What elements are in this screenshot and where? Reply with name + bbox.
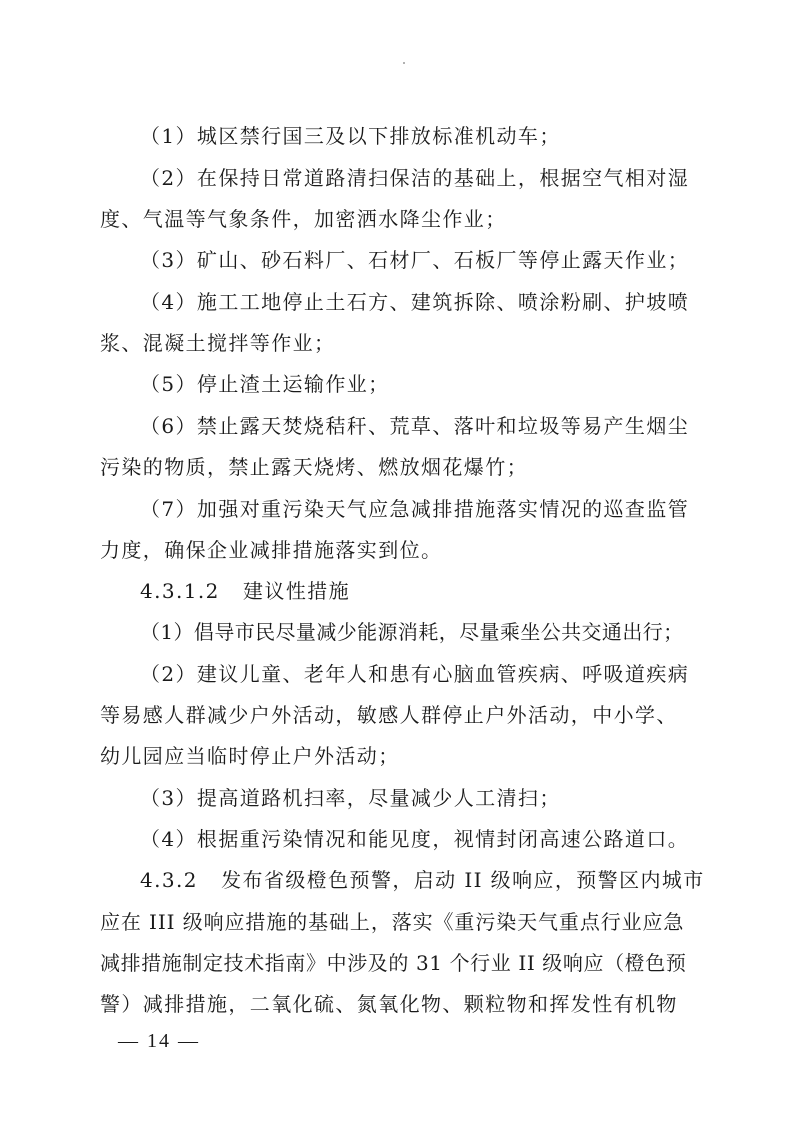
paragraph-line: （1）倡导市民尽量减少能源消耗，尽量乘坐公共交通出行； — [140, 620, 684, 644]
paragraph-line: 力度，确保企业减排措施落实到位。 — [100, 538, 443, 562]
paragraph-line: （1）城区禁行国三及以下排放标准机动车； — [140, 124, 561, 148]
paragraph-line: （3）提高道路机扫率，尽量减少人工清扫； — [140, 786, 561, 810]
paragraph-line: （4）施工工地停止土石方、建筑拆除、喷涂粉刷、护坡喷 — [140, 290, 690, 314]
paragraph-line: （7）加强对重污染天气应急减排措施落实情况的巡查监管 — [140, 497, 690, 521]
paragraph-line: （4）根据重污染情况和能见度，视情封闭高速公路道口。 — [140, 827, 690, 851]
paragraph-line: （5）停止渣土运输作业； — [140, 372, 390, 396]
section-heading: 4.3.1.2 建议性措施 — [140, 579, 351, 603]
paragraph-line: 度、气温等气象条件，加密洒水降尘作业； — [100, 207, 507, 231]
paragraph-line: 浆、混凝土搅拌等作业； — [100, 331, 336, 355]
scan-speck — [403, 62, 405, 64]
paragraph-line: （6）禁止露天焚烧秸秆、荒草、落叶和垃圾等易产生烟尘 — [140, 414, 690, 438]
paragraph-line: 污染的物质，禁止露天烧烤、燃放烟花爆竹； — [100, 455, 528, 479]
paragraph-line: 减排措施制定技术指南》中涉及的 31 个行业 II 级响应（橙色预 — [100, 951, 687, 975]
page-number: — 14 — — [118, 1030, 200, 1052]
paragraph-line: （2）在保持日常道路清扫保洁的基础上，根据空气相对湿 — [140, 166, 690, 190]
paragraph-line: （3）矿山、砂石料厂、石材厂、石板厂等停止露天作业； — [140, 248, 690, 272]
paragraph-line: 警）减排措施，二氧化硫、氮氧化物、颗粒物和挥发性有机物 — [100, 992, 678, 1016]
paragraph-line: 幼儿园应当临时停止户外活动； — [100, 744, 400, 768]
paragraph-line: 应在 III 级响应措施的基础上，落实《重污染天气重点行业应急 — [100, 910, 685, 934]
paragraph-line: 等易感人群减少户外活动，敏感人群停止户外活动，中小学、 — [100, 703, 678, 727]
paragraph-line: （2）建议儿童、老年人和患有心脑血管疾病、呼吸道疾病 — [140, 662, 690, 686]
section-paragraph-line: 4.3.2 发布省级橙色预警，启动 II 级响应，预警区内城市 — [140, 868, 705, 892]
